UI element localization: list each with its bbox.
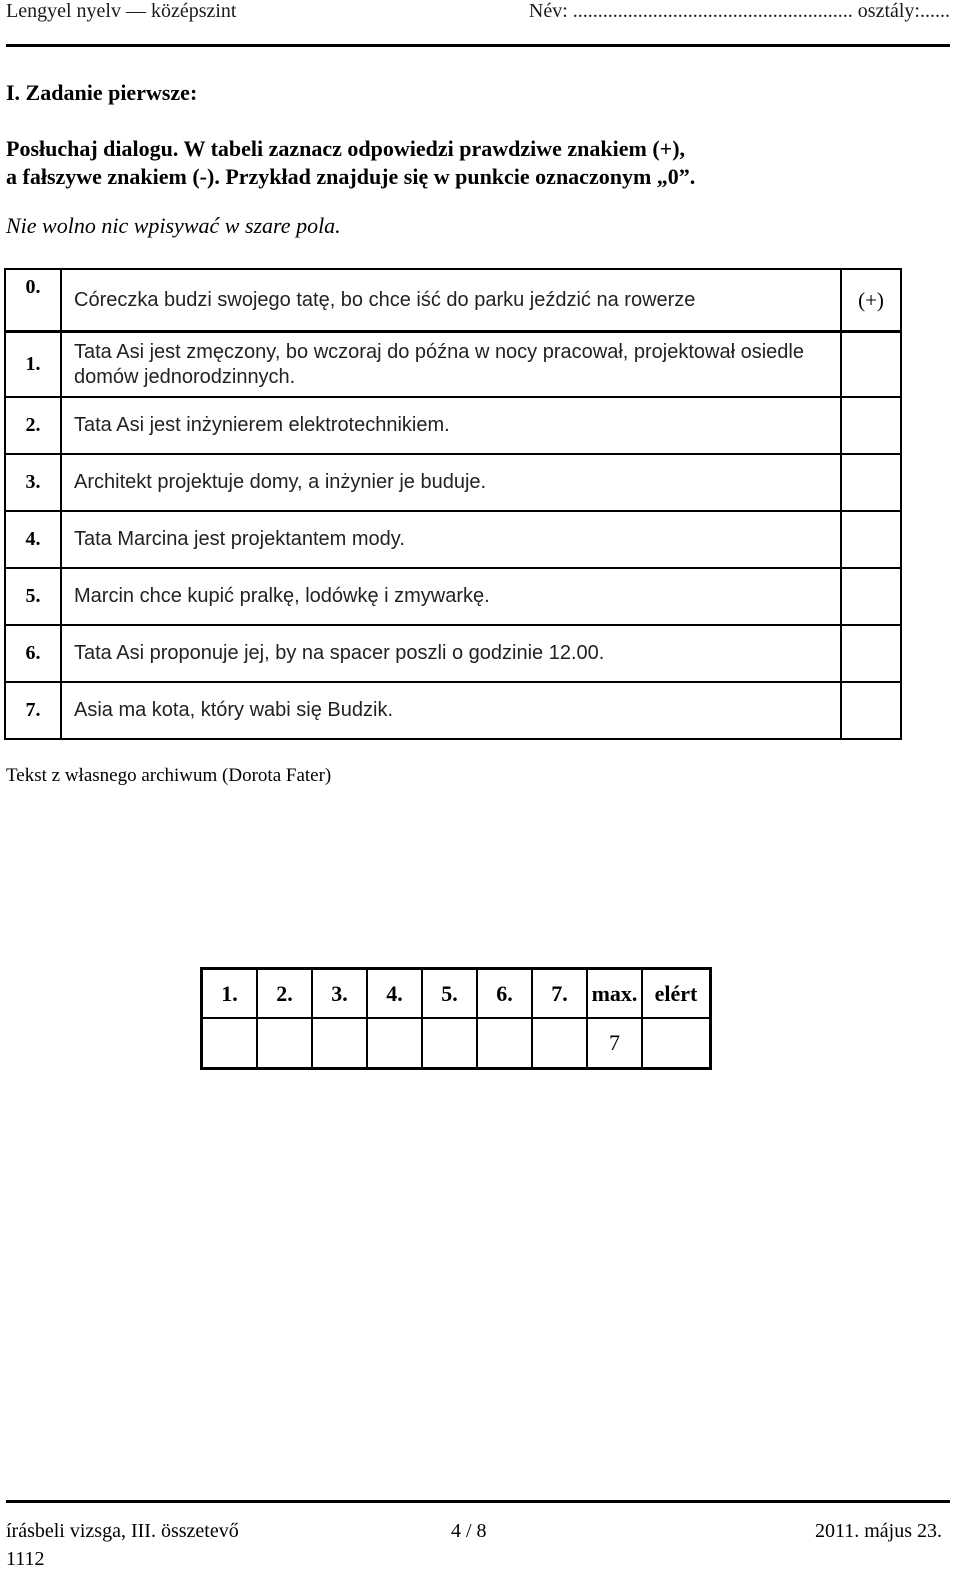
item-statement: Tata Marcina jest projektantem mody. (61, 511, 841, 568)
score-max-value: 7 (587, 1018, 642, 1069)
grey-fields-note: Nie wolno nic wpisywać w szare pola. (6, 213, 341, 238)
score-cell[interactable] (477, 1018, 532, 1069)
item-answer-box[interactable] (841, 568, 901, 625)
footer-divider (6, 1500, 950, 1503)
score-header: 5. (422, 969, 477, 1019)
instructions-line-2: a fałszywe znakiem (-). Przykład znajduje się w punkcie oznaczonym „0”. (6, 164, 696, 189)
footer-page-number: 4 / 8 (451, 1520, 487, 1542)
text-source: Tekst z własnego archiwum (Dorota Fater) (6, 765, 332, 786)
score-cell[interactable] (367, 1018, 422, 1069)
table-row (5, 682, 901, 739)
header-subject: Lengyel nyelv — középszint (6, 0, 237, 22)
score-cell[interactable] (312, 1018, 367, 1069)
item-number: 1. (5, 332, 61, 398)
task-title: I. Zadanie pierwsze: (6, 80, 198, 105)
score-header: 7. (532, 969, 587, 1019)
item-answer-example: (+) (841, 269, 901, 332)
statements-table (4, 268, 902, 740)
item-statement: Marcin chce kupić pralkę, lodówkę i zmywarkę. (61, 568, 841, 625)
footer-exam-part: írásbeli vizsga, III. összetevő (6, 1520, 239, 1542)
item-statement: Asia ma kota, który wabi się Budzik. (61, 682, 841, 739)
score-cell[interactable] (422, 1018, 477, 1069)
footer-date: 2011. május 23. (814, 1520, 942, 1542)
instructions-line-1: Posłuchaj dialogu. W tabeli zaznacz odpowiedzi prawdziwe znakiem (+), (6, 136, 686, 161)
table-row (5, 454, 901, 511)
score-cell[interactable] (532, 1018, 587, 1069)
table-row (5, 269, 901, 332)
footer-code: 1112 (6, 1548, 45, 1570)
page-header (6, 0, 950, 40)
table-row (5, 397, 901, 454)
item-number: 7. (5, 682, 61, 739)
item-answer-box[interactable] (841, 397, 901, 454)
item-number: 0. (5, 269, 61, 332)
score-header: 1. (202, 969, 258, 1019)
table-row (5, 511, 901, 568)
item-answer-box[interactable] (841, 511, 901, 568)
item-answer-box[interactable] (841, 332, 901, 398)
table-row (5, 568, 901, 625)
item-answer-box[interactable] (841, 625, 901, 682)
item-answer-box[interactable] (841, 454, 901, 511)
score-header: 2. (257, 969, 312, 1019)
item-number: 4. (5, 511, 61, 568)
score-header: 3. (312, 969, 367, 1019)
score-header-achieved: elért (642, 969, 711, 1019)
item-statement: Tata Asi jest inżynierem elektrotechnikiem. (61, 397, 841, 454)
score-header: 4. (367, 969, 422, 1019)
item-statement: Tata Asi jest zmęczony, bo wczoraj do późna w nocy pracował, projektował osiedle domów jednorodzinnych. (61, 332, 841, 398)
table-row (5, 332, 901, 398)
table-row (5, 625, 901, 682)
item-statement: Córeczka budzi swojego tatę, bo chce iść do parku jeździć na rowerze (61, 269, 841, 332)
score-header: 6. (477, 969, 532, 1019)
header-divider (6, 44, 950, 47)
header-name-class-fields: Név: ........................................................ osztály:...... (528, 0, 950, 22)
item-number: 6. (5, 625, 61, 682)
item-statement: Architekt projektuje domy, a inżynier je buduje. (61, 454, 841, 511)
item-answer-box[interactable] (841, 682, 901, 739)
score-values-row (202, 1018, 711, 1069)
score-header-max: max. (587, 969, 642, 1019)
score-header-row (202, 969, 711, 1019)
task-instructions (6, 135, 695, 191)
score-cell[interactable] (257, 1018, 312, 1069)
item-number: 5. (5, 568, 61, 625)
item-number: 2. (5, 397, 61, 454)
score-cell[interactable] (202, 1018, 258, 1069)
score-achieved-cell[interactable] (642, 1018, 711, 1069)
item-statement: Tata Asi proponuje jej, by na spacer poszli o godzinie 12.00. (61, 625, 841, 682)
score-table (200, 967, 712, 1070)
item-number: 3. (5, 454, 61, 511)
